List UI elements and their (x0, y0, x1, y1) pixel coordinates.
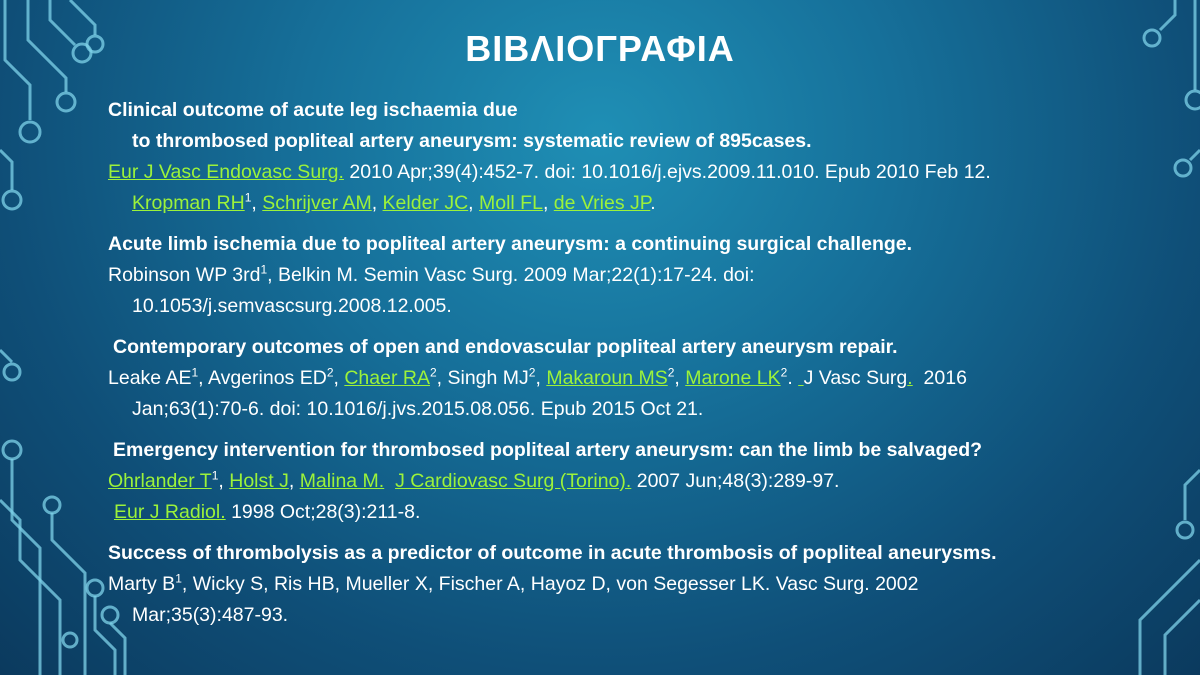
ref4-journal2-link[interactable]: Eur J Radiol. (114, 501, 226, 523)
slide-title: ΒΙΒΛΙΟΓΡΑΦΙΑ (465, 28, 735, 69)
ref3-title: Contemporary outcomes of open and endovascular popliteal artery aneurysm repair. (113, 336, 898, 358)
ref5-author: Marty B (108, 573, 176, 595)
ref3-sup: 2 (780, 365, 788, 380)
ref2-author: Robinson WP 3rd (108, 264, 261, 286)
ref4-title: Emergency intervention for thrombosed popliteal artery aneurysm: can the limb be salvaged? (113, 439, 983, 461)
ref3-line2: Jan;63(1):70-6. doi: 10.1016/j.jvs.2015.08.056. Epub 2015 Oct 21. (132, 398, 704, 420)
ref4-journal-link[interactable]: J Cardiovasc Surg (Torino). (395, 470, 632, 492)
ref3-sup: 1 (191, 365, 199, 380)
ref4-author-link[interactable]: Malina M. (299, 470, 385, 492)
ref1-author-link[interactable]: Moll FL (479, 192, 543, 214)
circuit-bottom-right (1140, 470, 1200, 675)
ref5-title: Success of thrombolysis as a predictor of outcome in acute thrombosis of popliteal aneurysms. (108, 542, 997, 564)
ref3-sup: 2 (326, 365, 334, 380)
ref3-author: Singh MJ (447, 367, 529, 389)
reference-5 (108, 538, 1118, 631)
ref2-line1 (108, 260, 1118, 291)
ref4-citation2: 1998 Oct;28(3):211-8. (231, 501, 421, 523)
ref4-line2 (108, 497, 1118, 528)
ref1-journal-link[interactable]: Eur J Vasc Endovasc Surg. (108, 161, 344, 183)
ref4-author-link[interactable]: Holst J (229, 470, 289, 492)
ref1-citation-line (108, 157, 1118, 188)
ref3-sup: 2 (667, 365, 675, 380)
ref1-citation: 2010 Apr;39(4):452-7. doi: 10.1016/j.ejvs.2009.11.010. Epub 2010 Feb 12. (349, 161, 991, 183)
ref4-line1: Ohrlander $T^1$, Holst J, Malina M. J Cardiovasc Surg (Torino). 2007 Jun;48(3):289-97. (108, 468, 840, 492)
ref5-sup: 1 (175, 571, 182, 586)
ref1-author-link[interactable]: Kelder JC (382, 192, 469, 214)
reference-3 (108, 332, 1118, 425)
ref1-author-link[interactable]: Schrijver AM (262, 192, 372, 214)
ref2-sup: 1 (260, 262, 268, 277)
ref1-author-sup: 1 (244, 190, 252, 205)
ref2-title: Acute limb ischemia due to popliteal artery aneurysm: a continuing surgical challenge. (108, 233, 913, 255)
reference-2 (108, 229, 1118, 322)
ref1-authors: Kropman $RH^1$, Schrijver AM, Kelder JC, Moll FL, de Vries JP. (132, 190, 656, 214)
ref1-title-line1: Clinical outcome of acute leg ischaemia due (108, 99, 518, 121)
ref5-line2: Mar;35(3):487-93. (132, 604, 289, 626)
ref3-author: Leake AE (108, 367, 192, 389)
ref3-author-link[interactable]: Chaer RA (344, 367, 430, 389)
ref1-author-link[interactable]: Kropman RH (132, 192, 245, 214)
ref4-sup: 1 (211, 468, 219, 483)
ref3-author-link[interactable]: Makaroun MS (546, 367, 668, 389)
reference-list (108, 95, 1118, 641)
ref3-sup: 2 (429, 365, 437, 380)
ref3-journal: J Vasc Surg (803, 367, 908, 389)
ref3-author: Avgerinos ED (207, 367, 327, 389)
ref3-year: 2016 (923, 367, 967, 389)
ref4-author-link[interactable]: Ohrlander T (108, 470, 212, 492)
ref3-line1: Leake $AE^1$, Avgerinos $ED^2$, Chaer $RA^2$, Singh $MJ^2$, Makaroun $MS^2$, Marone $LK^2$. J Vasc Surg. 2016 (108, 365, 967, 389)
ref2-line2: 10.1053/j.semvascsurg.2008.12.005. (132, 295, 452, 317)
ref1-title-line2: to thrombosed popliteal artery aneurysm: systematic review of 895cases. (132, 130, 812, 152)
ref3-author-link[interactable]: Marone LK (685, 367, 781, 389)
ref2-citation: , Belkin M. Semin Vasc Surg. 2009 Mar;22(1):17-24. doi: (267, 264, 755, 286)
circuit-bottom-left (0, 350, 125, 675)
ref1-author-link[interactable]: de Vries JP (553, 192, 651, 214)
reference-4 (108, 435, 1118, 528)
reference-1 (108, 95, 1118, 219)
ref4-citation: 2007 Jun;48(3):289-97. (636, 470, 840, 492)
circuit-top-right (1144, 0, 1200, 176)
ref5-citation: , Wicky S, Ris HB, Mueller X, Fischer A, Hayoz D, von Segesser LK. Vasc Surg. 2002 (181, 573, 919, 595)
ref3-sup: 2 (528, 365, 536, 380)
ref5-line1 (108, 569, 1118, 600)
